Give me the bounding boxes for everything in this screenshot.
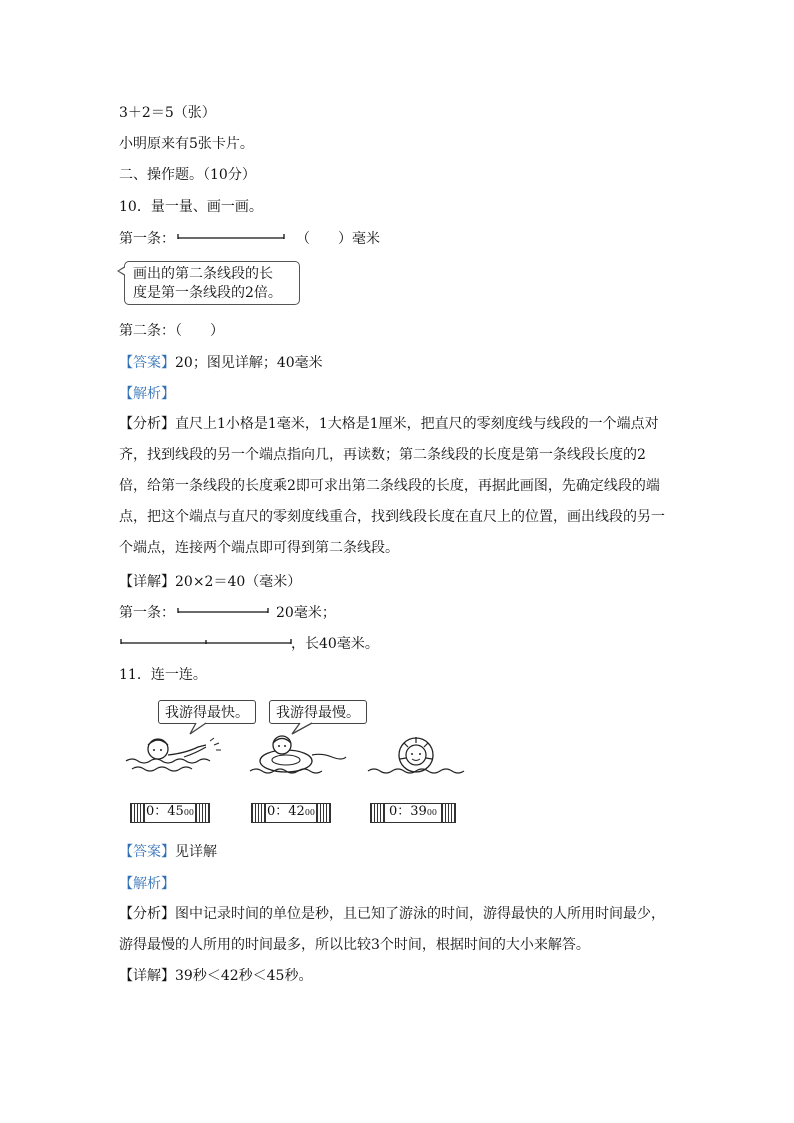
first-segment-blank: （ ）毫米 xyxy=(296,231,380,247)
answer-row-11 xyxy=(119,843,217,861)
hint-line-1: 画出的第二条线段的长 xyxy=(133,266,273,282)
stopwatch-3 xyxy=(370,803,456,823)
first-result-label: 第一条： xyxy=(119,605,175,621)
second-result-value: ，长40毫米。 xyxy=(291,636,379,652)
fenxi-text: 直尺上1小格是1毫米，1大格是1厘米，把直尺的零刻度线与线段的一个端点对齐，找到线段的另一个端点指向几，再读数；第二条线段的长度是第一条线段长度的2倍，给第一条线段的长度乘2即可求出第二条线段的长度，再据此画图，先确定线段的端点，把这个端点与直尺的零刻度线重合，找到线段长度在直尺上的位置，画出线段的另一个端点，连接两个端点即可得到第二条线段。 xyxy=(119,416,665,556)
xiangjie-text: 39秒＜42秒＜45秒。 xyxy=(175,968,313,984)
stopwatch-3-time: 0：39 xyxy=(388,804,427,819)
swimmer-ring-boy-illustration xyxy=(246,733,352,779)
analysis-row-10 xyxy=(119,385,175,403)
xiangjie-row-10 xyxy=(119,573,301,591)
question-11-title: 11．连一连。 xyxy=(119,667,207,683)
answer-tag: 【答案】 xyxy=(119,355,175,371)
stopwatch-grip-right xyxy=(196,804,209,822)
stopwatch-3-display xyxy=(384,804,442,822)
first-result-row xyxy=(119,604,175,622)
speech-bubble-slowest: 我游得最慢。 xyxy=(269,700,367,724)
stopwatch-2-display xyxy=(265,804,317,822)
stopwatch-2-time: 0：42 xyxy=(266,804,305,819)
analysis-tag: 【解析】 xyxy=(119,876,175,892)
fenxi-paragraph-10 xyxy=(119,409,667,564)
answer-text: 20；图见详解；40毫米 xyxy=(175,355,323,371)
conclusion-line: 小明原来有5张卡片。 xyxy=(119,136,254,152)
stopwatch-1-sub: 00 xyxy=(183,808,194,817)
stopwatch-2-sub: 00 xyxy=(304,808,315,817)
fenxi-tag: 【分析】 xyxy=(119,906,175,922)
xiangjie-text: 20×2＝40（毫米） xyxy=(175,574,302,590)
stopwatch-3-sub: 00 xyxy=(426,808,437,817)
stopwatch-grip-right xyxy=(442,804,455,822)
xiangjie-tag: 【详解】 xyxy=(119,574,175,590)
stopwatch-grip-right xyxy=(317,804,330,822)
analysis-row-11 xyxy=(119,875,175,893)
stopwatch-grip-left xyxy=(131,804,144,822)
stopwatch-grip-left xyxy=(371,804,384,822)
xiangjie-row-11 xyxy=(119,967,312,985)
stopwatch-2 xyxy=(251,803,331,823)
first-segment-row xyxy=(119,230,175,248)
calc-line: 3＋2＝5（张） xyxy=(119,105,216,121)
swimmer-float-kid-illustration xyxy=(364,733,470,779)
fenxi-paragraph-11 xyxy=(119,899,667,961)
fenxi-tag: 【分析】 xyxy=(119,416,175,432)
hint-line-2: 度是第一条线段的2倍。 xyxy=(133,285,282,301)
answer-text: 见详解 xyxy=(175,844,217,860)
first-result-value: 20毫米； xyxy=(276,605,336,621)
stopwatch-1-display xyxy=(144,804,196,822)
stopwatch-1 xyxy=(130,803,210,823)
question-10-title: 10．量一量、画一画。 xyxy=(119,199,263,215)
first-result-segment xyxy=(176,606,272,618)
first-segment xyxy=(176,232,288,244)
hint-bubble xyxy=(124,261,300,305)
stopwatch-1-time: 0：45 xyxy=(145,804,184,819)
fenxi-text: 图中记录时间的单位是秒，且已知了游泳的时间，游得最快的人所用时间最少，游得最慢的人所用的时间最多，所以比较3个时间，根据时间的大小来解答。 xyxy=(119,906,665,953)
swimmer-girl-illustration xyxy=(124,733,230,779)
xiangjie-tag: 【详解】 xyxy=(119,968,175,984)
second-segment-row: 第二条：（ ） xyxy=(119,323,224,339)
answer-tag: 【答案】 xyxy=(119,844,175,860)
first-segment-label: 第一条： xyxy=(119,231,175,247)
speech-bubble-fastest: 我游得最快。 xyxy=(158,700,256,724)
section-heading: 二、操作题。（10分） xyxy=(119,167,256,183)
stopwatch-grip-left xyxy=(252,804,265,822)
second-result-segment xyxy=(119,637,295,649)
analysis-tag: 【解析】 xyxy=(119,386,175,402)
answer-row-10 xyxy=(119,354,323,372)
